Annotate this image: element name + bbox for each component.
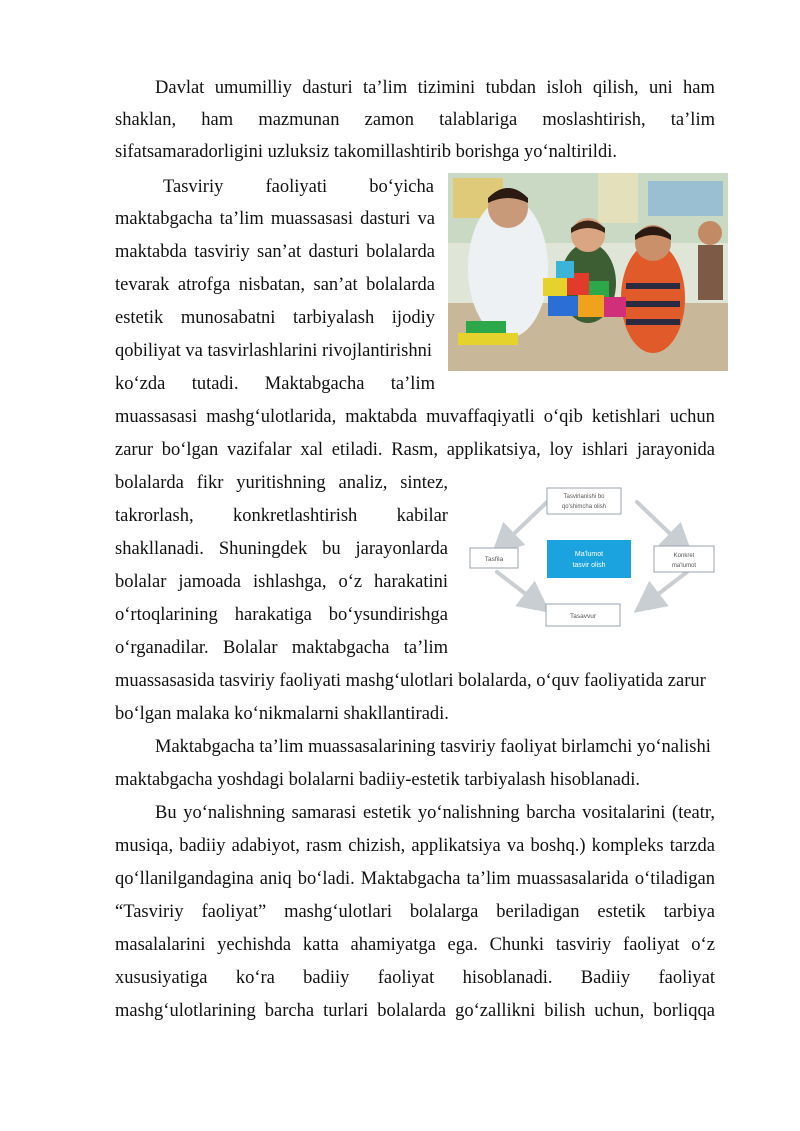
word: ishlashga, <box>252 572 327 592</box>
word: rasm <box>306 836 343 856</box>
p4-line1 <box>155 797 715 829</box>
diagram-center-box <box>547 540 631 578</box>
word: maktabda <box>115 242 187 262</box>
word: bo‘yicha <box>369 177 434 197</box>
word: o‘qib <box>543 407 583 427</box>
word: ta’lim <box>219 209 264 229</box>
word: san’at <box>313 275 358 295</box>
word: o‘rganadilar. <box>115 638 209 658</box>
diagram-bottom-label: Tasavvur <box>569 613 597 620</box>
word: ta’lim <box>670 110 715 130</box>
word: maktabgacha <box>115 209 213 229</box>
word: Rasm, <box>391 440 439 460</box>
word: zarur <box>115 440 153 460</box>
p2-line13 <box>115 566 448 598</box>
word: tarbiyalash <box>293 308 375 328</box>
p3-line2: maktabgacha yoshdagi bolalarni badiiy-estetik tarbiyalash hisoblanadi. <box>115 770 641 790</box>
p2-line16: muassasasida tasviriy faoliyati mashg‘ulotlari bolalarda, o‘quv faoliyatida zarur <box>115 671 706 691</box>
word: tarzda <box>669 836 715 856</box>
word: xal <box>300 440 323 460</box>
word: Maktabgacha <box>360 869 461 889</box>
word: yo‘nalishning <box>417 803 520 823</box>
word: uchun, <box>594 1001 645 1021</box>
word: fikr <box>196 473 224 493</box>
word: tutadi. <box>191 374 239 394</box>
word: beriladigan <box>496 902 580 922</box>
p1-line1 <box>155 72 715 104</box>
word: o‘z <box>691 935 715 955</box>
word: bo‘lgan <box>161 440 219 460</box>
diagram-top-box <box>547 488 621 514</box>
word: uchun <box>669 407 715 427</box>
word: sintez, <box>400 473 448 493</box>
word: munosabatni <box>180 308 276 328</box>
children-blocks-photo <box>448 173 728 371</box>
word: Maktabgacha <box>264 374 365 394</box>
word: harakatiga <box>234 605 312 625</box>
word: estetik <box>362 803 412 823</box>
word: Shuningdek <box>218 539 308 559</box>
word: tevarak <box>115 275 170 295</box>
p4-line4 <box>115 896 715 928</box>
word: bolalar <box>115 572 167 592</box>
word: Bolalar <box>223 638 278 658</box>
word: kompleks <box>591 836 664 856</box>
word: ham <box>201 110 234 130</box>
word: faoliyat” <box>201 902 267 922</box>
word: xususiyatiga <box>115 968 208 988</box>
word: bolalarga <box>409 902 479 922</box>
word: (teatr, <box>672 803 715 823</box>
word: maktabda <box>345 407 418 427</box>
p2-line14 <box>115 599 448 631</box>
word: takrorlash, <box>115 506 194 526</box>
word: loy <box>549 440 574 460</box>
word: ta’lim <box>403 638 448 658</box>
word: ishlari <box>581 440 629 460</box>
word: barcha <box>526 803 576 823</box>
word: aniq <box>259 869 292 889</box>
word: maktabgacha <box>291 638 390 658</box>
word: o‘rtoqlarining <box>115 605 218 625</box>
word: ijodiy <box>391 308 435 328</box>
word: badiiy <box>303 968 350 988</box>
diagram-left-label: Tasfila <box>484 556 504 563</box>
word: shaklan, <box>115 110 177 130</box>
word: uni <box>648 78 673 98</box>
word: dasturi <box>302 78 353 98</box>
word: bo‘ysundirishga <box>328 605 448 625</box>
word: analiz, <box>338 473 388 493</box>
p2-line15 <box>115 632 448 664</box>
diagram-top-label-2: qo'shimcha olish <box>561 504 607 510</box>
word: faoliyat <box>658 968 715 988</box>
word: barcha <box>264 1001 315 1021</box>
word: bo‘ladi. <box>297 869 355 889</box>
p2-line12 <box>115 533 448 565</box>
word: ta’lim <box>390 374 435 394</box>
diagram-right-label-1: Konkret <box>673 553 695 559</box>
diagram-top-label-1: Tasvirlanishi bo <box>563 494 605 500</box>
p2-line2 <box>115 203 435 235</box>
diagram-center-label-1: Ma'lumot <box>574 551 604 558</box>
p2-line6: qobiliyat va tasvirlashlarini rivojlantirishni <box>115 341 433 361</box>
word: Davlat <box>155 78 205 98</box>
word: muassasasi <box>115 407 198 427</box>
word: dasturi <box>308 242 359 262</box>
word: va <box>417 209 435 229</box>
word: jarayonlarda <box>355 539 448 559</box>
word: tarbiya <box>663 902 715 922</box>
word: jamoada <box>178 572 242 592</box>
word: san’at <box>257 242 302 262</box>
word: mashg‘ulotlari <box>284 902 392 922</box>
word: ko‘ra <box>235 968 275 988</box>
p4-line5 <box>115 929 715 961</box>
p2-line11 <box>115 500 448 532</box>
p2-line10 <box>115 467 448 499</box>
p4-line6 <box>115 962 715 994</box>
diagram-center-label-2: tasvir olish <box>572 562 606 569</box>
word: bilish <box>544 1001 586 1021</box>
word: umumilliy <box>214 78 292 98</box>
p2-line7 <box>115 368 435 400</box>
word: bolalarda <box>366 275 435 295</box>
word: bolalarda <box>115 473 184 493</box>
word: o‘z <box>338 572 363 592</box>
word: turlari <box>323 1001 369 1021</box>
word: ta’lim <box>363 78 408 98</box>
word: mashg‘ulotlarining <box>115 1001 256 1021</box>
word: vositalarini <box>582 803 666 823</box>
word: hisoblanadi. <box>462 968 553 988</box>
p2-line9 <box>115 434 715 466</box>
word: ta’lim <box>466 869 511 889</box>
p2-line3 <box>115 236 435 268</box>
word: atrofga <box>177 275 231 295</box>
word: shakllanadi. <box>115 539 204 559</box>
word: mazmunan <box>258 110 340 130</box>
p1-line2 <box>115 104 715 136</box>
word: faoliyat <box>377 968 435 988</box>
p2-line17: bo‘lgan malaka ko‘nikmalarni shakllantiradi. <box>115 704 449 724</box>
word: bolalarda <box>377 1001 447 1021</box>
word: jarayonida <box>636 440 715 460</box>
word: tasviriy <box>555 935 612 955</box>
word: mashg‘ulotlarida, <box>206 407 337 427</box>
word: ahamiyatga <box>350 935 436 955</box>
word: zamon <box>364 110 414 130</box>
p3-line1: Maktabgacha ta’lim muassasalarining tasviriy faoliyat birlamchi yo‘nalishi <box>155 737 711 757</box>
word: faoliyati <box>265 177 328 197</box>
word: Chunki <box>489 935 545 955</box>
word: yechishda <box>217 935 292 955</box>
word: bu <box>322 539 341 559</box>
word: muassasalarida <box>516 869 629 889</box>
word: muassasasi <box>270 209 354 229</box>
word: o‘tiladigan <box>634 869 715 889</box>
word: musiqa, <box>115 836 174 856</box>
p2-line4 <box>115 269 435 301</box>
word: yuritishning <box>236 473 326 493</box>
word: etiladi. <box>331 440 383 460</box>
p2-line1 <box>163 171 434 203</box>
word: talablariga <box>439 110 518 130</box>
word: qo‘llanilgandagina <box>115 869 254 889</box>
word: estetik <box>115 308 164 328</box>
word: tasviriy <box>194 242 250 262</box>
word: samarasi <box>291 803 357 823</box>
word: nisbatan, <box>238 275 306 295</box>
word: boshq.) <box>530 836 586 856</box>
p2-line5 <box>115 302 435 334</box>
word: konkretlashtirish <box>232 506 358 526</box>
word: applikatsiya, <box>446 440 541 460</box>
word: adabiyot, <box>231 836 300 856</box>
p4-line7 <box>115 995 715 1027</box>
word: estetik <box>597 902 646 922</box>
word: “Tasviriy <box>115 902 184 922</box>
p1-line3: sifatsamaradorligini uzluksiz takomillashtirib borishga yo‘naltirildi. <box>115 142 617 162</box>
word: yo‘nalishning <box>183 803 285 823</box>
word: ketishlari <box>591 407 661 427</box>
word: borliqqa <box>653 1001 715 1021</box>
concept-diagram <box>462 480 722 630</box>
word: chizish, <box>348 836 406 856</box>
word: isloh <box>546 78 583 98</box>
word: dasturi <box>360 209 411 229</box>
word: katta <box>302 935 339 955</box>
p4-line3 <box>115 863 715 895</box>
word: kabilar <box>396 506 448 526</box>
word: va <box>506 836 525 856</box>
word: Bu <box>155 803 177 823</box>
word: badiiy <box>179 836 226 856</box>
word: faoliyat <box>623 935 680 955</box>
word: moslashtirish, <box>542 110 646 130</box>
p4-line2 <box>115 830 715 862</box>
word: vazifalar <box>226 440 292 460</box>
word: muvaffaqiyatli <box>426 407 535 427</box>
word: bolalarda <box>366 242 435 262</box>
word: Tasviriy <box>163 177 224 197</box>
word: harakatini <box>374 572 448 592</box>
word: tizimini <box>417 78 476 98</box>
word: ham <box>683 78 715 98</box>
word: tubdan <box>485 78 536 98</box>
word: Badiiy <box>580 968 631 988</box>
diagram-right-label-2: ma'lumot <box>671 563 697 569</box>
word: ega. <box>447 935 478 955</box>
word: go‘zallikni <box>455 1001 536 1021</box>
word: applikatsiya <box>411 836 501 856</box>
p2-line8 <box>115 401 715 433</box>
word: masalalarini <box>115 935 206 955</box>
word: qilish, <box>592 78 639 98</box>
word: ko‘zda <box>115 374 166 394</box>
